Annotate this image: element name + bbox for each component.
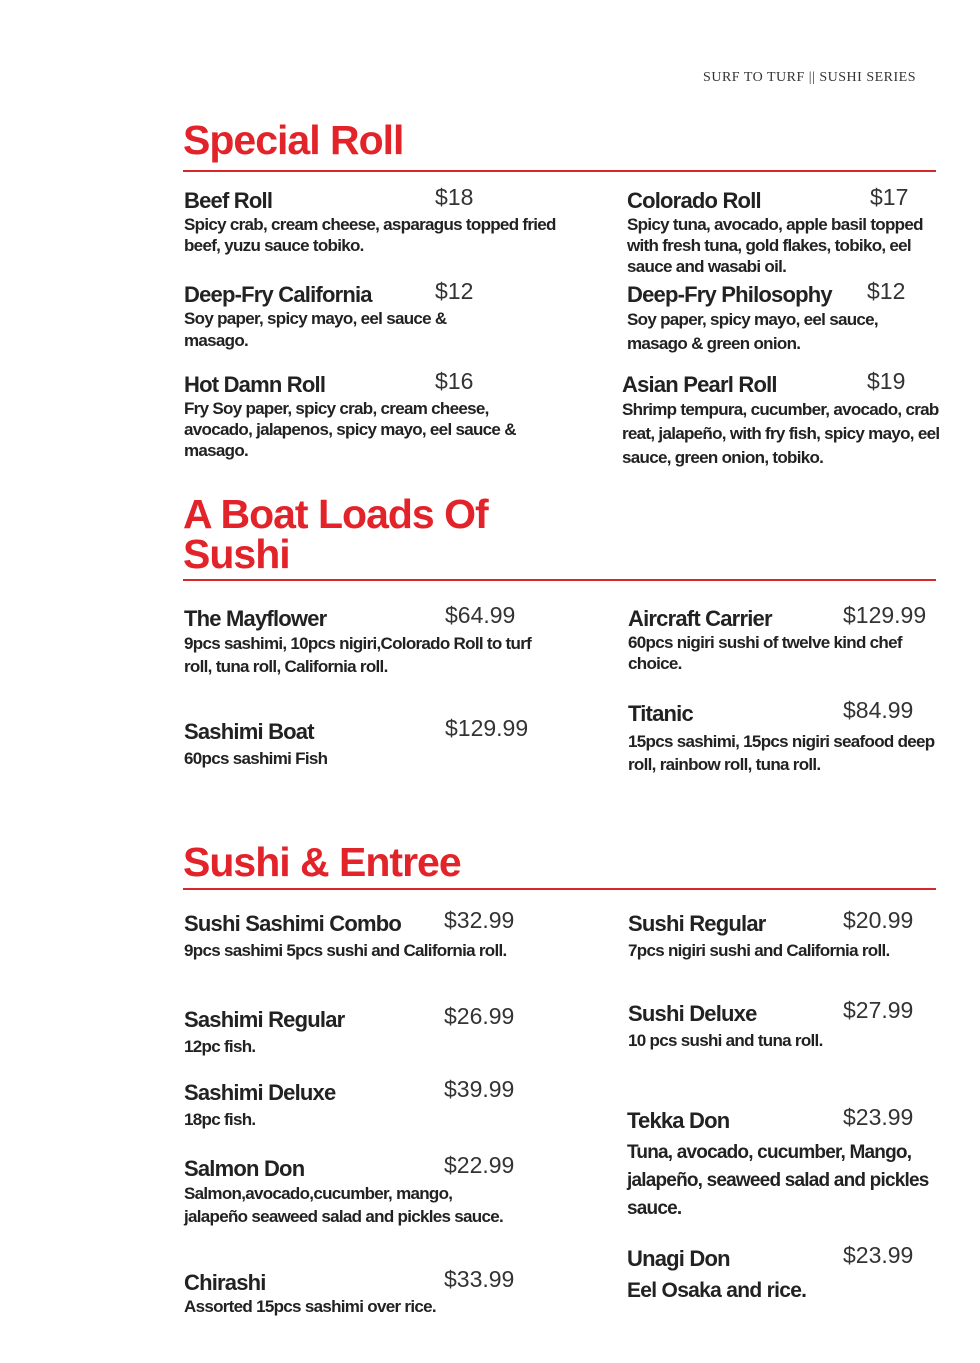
section-title-boat-loads: A Boat Loads Of Sushi xyxy=(183,491,488,577)
item-description: 9pcs sashimi, 10pcs nigiri,Colorado Roll to turf roll, tuna roll, California roll. xyxy=(184,634,532,676)
item-description: Tuna, avocado, cucumber, Mango, jalapeño, seaweed salad and pickles sauce. xyxy=(627,1142,929,1219)
item-price: $26.99 xyxy=(444,1003,515,1029)
item-price: $129.99 xyxy=(445,715,529,741)
menu-header: SURF TO TURF || SUSHI SERIES xyxy=(703,70,916,85)
item-name: The Mayflower xyxy=(184,606,327,631)
section-title-special-roll: Special Roll xyxy=(183,117,404,163)
menu-item-sushi-regular xyxy=(628,907,948,964)
menu-item-sushi-deluxe xyxy=(628,997,948,1051)
menu-item-aircraft-carrier xyxy=(628,602,933,674)
item-description: Fry Soy paper, spicy crab, cream cheese, avocado, jalapenos, spicy mayo, eel sauce & masago. xyxy=(184,399,516,460)
item-description: Shrimp tempura, cucumber, avocado, crab reat, jalapeño, with fry fish, spicy mayo, eel sauce, green onion, tobiko. xyxy=(622,400,940,467)
item-description: 9pcs sashimi 5pcs sushi and California roll. xyxy=(184,941,507,960)
item-price: $33.99 xyxy=(444,1266,515,1292)
item-price: $20.99 xyxy=(843,907,914,933)
item-name: Beef Roll xyxy=(184,188,273,213)
item-price: $23.99 xyxy=(843,1242,914,1268)
item-price: $27.99 xyxy=(843,997,914,1023)
item-name: Sushi Deluxe xyxy=(628,1001,757,1026)
item-description: 10 pcs sushi and tuna roll. xyxy=(628,1031,823,1050)
item-description: 18pc fish. xyxy=(184,1110,256,1129)
item-price: $32.99 xyxy=(444,907,515,933)
item-name: Asian Pearl Roll xyxy=(622,372,777,397)
item-name: Sashimi Boat xyxy=(184,719,314,744)
item-name: Sushi Regular xyxy=(628,911,766,936)
menu-item-sashimi-boat xyxy=(184,715,534,769)
item-price: $16 xyxy=(435,368,474,394)
item-description: Soy paper, spicy mayo, eel sauce, masago & green onion. xyxy=(627,310,878,353)
item-price: $84.99 xyxy=(843,697,914,723)
item-price: $12 xyxy=(435,278,474,304)
item-name: Deep-Fry California xyxy=(184,282,372,307)
item-name: Colorado Roll xyxy=(627,188,761,213)
item-price: $12 xyxy=(867,278,906,304)
item-name: Hot Damn Roll xyxy=(184,372,326,397)
item-name: Sashimi Regular xyxy=(184,1007,345,1032)
item-name: Titanic xyxy=(628,701,693,726)
item-description: Spicy tuna, avocado, apple basil topped with fresh tuna, gold flakes, tobiko, eel sauce and wasabi oil. xyxy=(627,215,923,276)
menu-item-beef-roll xyxy=(184,184,574,256)
item-price: $39.99 xyxy=(444,1076,515,1102)
menu-item-titanic xyxy=(628,697,948,776)
menu-item-salmon-don xyxy=(184,1152,515,1228)
item-name: Aircraft Carrier xyxy=(628,606,772,631)
menu-item-unagi-don xyxy=(627,1242,942,1304)
item-description: 15pcs sashimi, 15pcs nigiri seafood deep roll, rainbow roll, tuna roll. xyxy=(628,732,935,774)
menu-item-sushi-sashimi-combo xyxy=(184,907,529,964)
menu-item-colorado-roll xyxy=(627,184,942,277)
item-price: $23.99 xyxy=(843,1104,914,1130)
menu-item-hot-damn-roll xyxy=(184,368,544,461)
item-description: Assorted 15pcs sashimi over rice. xyxy=(184,1297,436,1316)
section-divider xyxy=(183,170,936,172)
menu-item-the-mayflower xyxy=(184,602,534,678)
item-description: 12pc fish. xyxy=(184,1037,256,1056)
menu-item-tekka-don xyxy=(627,1104,942,1223)
item-name: Chirashi xyxy=(184,1270,266,1295)
menu-item-deep-fry-philosophy xyxy=(627,278,937,356)
item-description: Spicy crab, cream cheese, asparagus topped fried beef, yuzu sauce tobiko. xyxy=(184,215,556,255)
item-name: Sushi Sashimi Combo xyxy=(184,911,402,936)
item-description: 60pcs nigiri sushi of twelve kind chef choice. xyxy=(628,633,902,673)
item-price: $19 xyxy=(867,368,906,394)
item-description: Salmon,avocado,cucumber, mango, jalapeño seaweed salad and pickles sauce. xyxy=(184,1184,504,1226)
item-name: Unagi Don xyxy=(627,1246,730,1271)
menu-item-sashimi-deluxe xyxy=(184,1076,529,1130)
item-price: $64.99 xyxy=(445,602,516,628)
item-name: Salmon Don xyxy=(184,1156,305,1181)
item-price: $17 xyxy=(870,184,909,210)
menu-item-asian-pearl-roll xyxy=(622,368,942,470)
menu-item-chirashi xyxy=(184,1266,529,1317)
item-price: $22.99 xyxy=(444,1152,515,1178)
section-divider xyxy=(183,888,936,890)
section-divider xyxy=(183,579,936,581)
item-description: 7pcs nigiri sushi and California roll. xyxy=(628,941,890,960)
item-description: Soy paper, spicy mayo, eel sauce & masago. xyxy=(184,309,447,350)
item-name: Deep-Fry Philosophy xyxy=(627,282,832,307)
item-name: Tekka Don xyxy=(627,1108,730,1133)
section-title-sushi-entree: Sushi & Entree xyxy=(183,839,461,885)
item-description: 60pcs sashimi Fish xyxy=(184,749,328,768)
item-name: Sashimi Deluxe xyxy=(184,1080,336,1105)
item-price: $129.99 xyxy=(843,602,927,628)
item-description: Eel Osaka and rice. xyxy=(627,1279,807,1302)
menu-item-sashimi-regular xyxy=(184,1003,529,1057)
menu-item-deep-fry-california xyxy=(184,278,504,352)
item-price: $18 xyxy=(435,184,474,210)
